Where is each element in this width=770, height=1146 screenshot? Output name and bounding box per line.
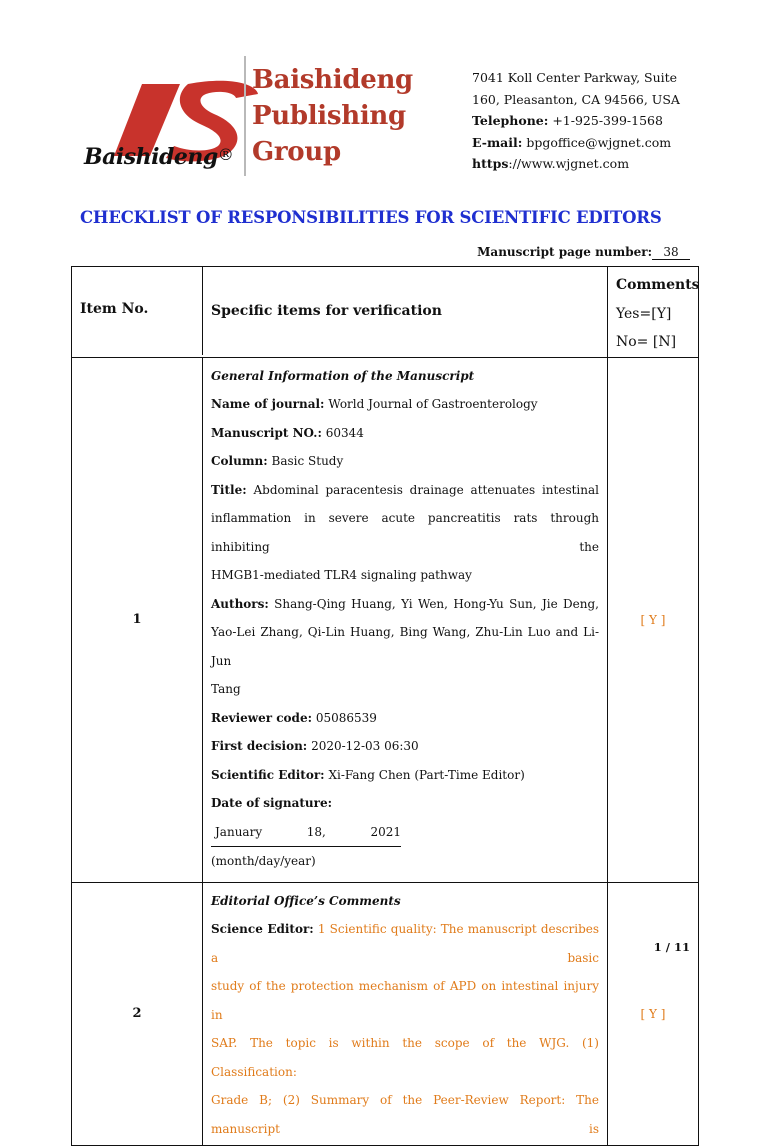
address-line-1: 7041 Koll Center Parkway, Suite [472, 67, 680, 89]
date-format-line: (month/day/year) [211, 847, 599, 876]
decision-line: First decision: 2020-12-03 06:30 [211, 732, 599, 761]
authors-line-1: Authors: Shang-Qing Huang, Yi Wen, Hong-Yu Sun, Jie Deng, [211, 590, 599, 619]
logo-divider [244, 56, 246, 176]
journal-line: Name of journal: World Journal of Gastroenterology [211, 390, 599, 419]
section-heading: General Information of the Manuscript [211, 362, 599, 391]
brand-line-2: Publishing [252, 98, 413, 134]
page-footer: 1 / 11 [654, 940, 690, 954]
table-row [72, 358, 699, 883]
item-number: 2 [72, 883, 203, 1146]
general-info-cell [203, 358, 608, 882]
checklist-table [71, 266, 699, 1146]
title-line-3: HMGB1-mediated TLR4 signaling pathway [211, 561, 599, 590]
manuscript-no-line: Manuscript NO.: 60344 [211, 419, 599, 448]
phone-line: Telephone: +1-925-399-1568 [472, 110, 680, 132]
science-editor-line-1: Science Editor: 1 Scientific quality: The manuscript describes a basic [211, 915, 599, 972]
manuscript-page-number: Manuscript page number: 38 [477, 245, 690, 260]
comment-mark: [ Y ] [608, 883, 699, 1146]
header-specific-items: Specific items for verification [203, 267, 608, 357]
document-title: CHECKLIST OF RESPONSIBILITIES FOR SCIENTIFIC EDITORS [80, 208, 662, 227]
website-line[interactable]: https://www.wjgnet.com [472, 153, 680, 175]
table-header-row [72, 267, 699, 358]
authors-line-2: Yao-Lei Zhang, Qi-Lin Huang, Bing Wang, Zhu-Lin Luo and Li-Jun [211, 618, 599, 675]
signature-date-line: Date of signature: January 18, 2021 [211, 789, 599, 847]
publisher-logo [80, 52, 420, 182]
editorial-comments-cell [203, 883, 608, 1146]
header-comments: Comments Yes=[Y] No= [N] [608, 267, 699, 357]
email-line[interactable]: E-mail: bpgoffice@wjgnet.com [472, 132, 680, 154]
publisher-address [472, 67, 680, 175]
editor-line: Scientific Editor: Xi-Fang Chen (Part-Time Editor) [211, 761, 599, 790]
comment-mark: [ Y ] [608, 358, 699, 882]
header-item-no: Item No. [72, 267, 203, 355]
reviewer-line: Reviewer code: 05086539 [211, 704, 599, 733]
table-row [72, 883, 699, 1146]
title-line-1: Title: Abdominal paracentesis drainage attenuates intestinal [211, 476, 599, 505]
logo-wordmark: Baishideng® [84, 144, 233, 170]
section-heading: Editorial Office’s Comments [211, 887, 599, 916]
title-line-2: inflammation in severe acute pancreatitis rats through inhibiting the [211, 504, 599, 561]
science-editor-line-2: study of the protection mechanism of APD on intestinal injury in [211, 972, 599, 1029]
authors-line-3: Tang [211, 675, 599, 704]
item-number: 1 [72, 358, 203, 882]
brand-line-3: Group [252, 134, 413, 170]
science-editor-line-3: SAP. The topic is within the scope of the WJG. (1) Classification: [211, 1029, 599, 1086]
column-line: Column: Basic Study [211, 447, 599, 476]
brand-name [252, 62, 413, 170]
brand-line-1: Baishideng [252, 62, 413, 98]
address-line-2: 160, Pleasanton, CA 94566, USA [472, 89, 680, 111]
science-editor-line-4: Grade B; (2) Summary of the Peer-Review Report: The manuscript is [211, 1086, 599, 1143]
